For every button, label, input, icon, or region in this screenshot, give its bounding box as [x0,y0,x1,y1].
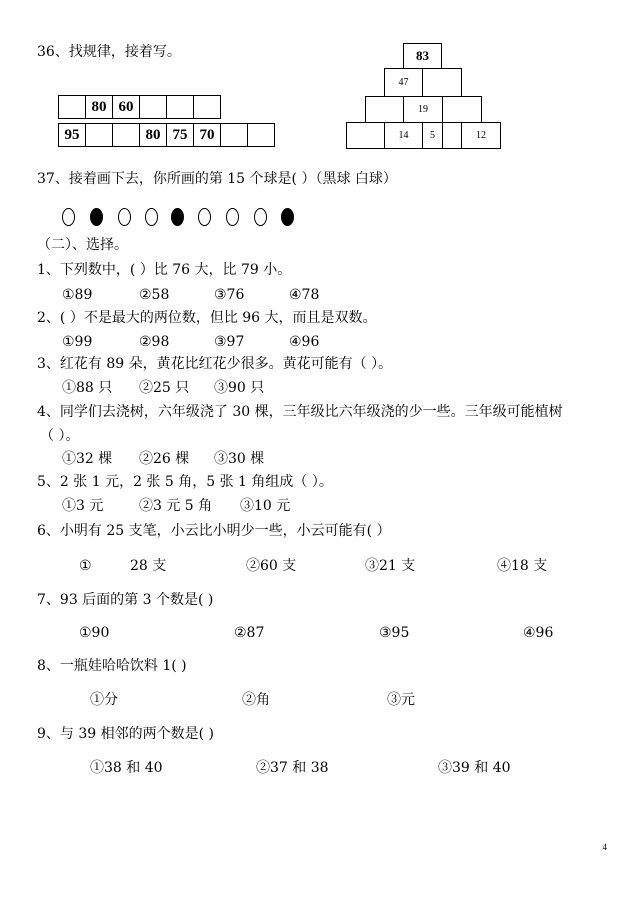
ball [118,208,131,226]
q4-option: ③30 棵 [214,451,265,467]
sequence-cell: 80 [139,123,167,147]
q2-option: ①99 [62,334,93,350]
q4-option: ①32 棵 [62,451,113,467]
q3-option: ③90 只 [214,380,265,396]
q9-text: 9、与 39 相邻的两个数是( ) [37,726,214,742]
sequence-cell: 75 [166,123,194,147]
ball [254,208,267,226]
q2-option: ②98 [139,334,170,350]
q7-text: 7、93 后面的第 3 个数是( ) [37,592,214,608]
q6-option: ④18 支 [497,558,548,574]
ball [62,208,75,226]
q2-option: ③97 [214,334,245,350]
q7-option: ②87 [234,625,265,641]
ball [198,208,211,226]
q6-option: ① [79,558,92,574]
q3-option: ②25 只 [139,380,190,396]
pyramid-cell: 19 [403,96,443,123]
q4-text-continued: （ ）。 [40,428,80,444]
q1-option: ④78 [289,287,320,303]
q5-option: ②3 元 5 角 [139,498,213,514]
q5-text: 5、2 张 1 元，2 张 5 角，5 张 1 角组成（ ）。 [37,474,333,490]
pyramid-cell [422,68,462,97]
q3-option: ①88 只 [62,380,113,396]
sequence-cell [193,95,221,119]
q9-option: ①38 和 40 [90,760,163,776]
pyramid-cell-top: 83 [403,43,442,69]
q1-option: ③76 [214,287,245,303]
ball [90,208,103,226]
q8-option: ①分 [90,692,118,708]
q36-title: 36、找规律，接着写。 [37,44,181,60]
q7-option: ④96 [523,625,554,641]
q6-text: 6、小明有 25 支笔，小云比小明少一些，小云可能有( ） [37,523,391,539]
ball [281,208,294,226]
q4-option: ②26 棵 [139,451,190,467]
section-heading: （二）、选择。 [37,237,128,253]
q2-text: 2、( ）不是最大的两位数，但比 96 大，而且是双数。 [37,310,377,326]
pyramid-cell [365,96,404,123]
q5-option: ①3 元 [62,498,104,514]
sequence-cell: 60 [112,95,140,119]
ball [226,208,239,226]
sequence-cell [247,123,275,147]
page-number: 4 [602,842,607,852]
pyramid-cell: 5 [422,122,443,149]
sequence-cell [112,123,140,147]
sequence-cell [85,123,113,147]
q2-option: ④96 [289,334,320,350]
q6-option: ③21 支 [365,558,416,574]
q4-text: 4、同学们去浇树，六年级浇了 30 棵，三年级比六年级浇的少一些。三年级可能植树 [37,404,563,420]
sequence-cell [166,95,194,119]
q5-option: ③10 元 [240,498,291,514]
q3-text: 3、红花有 89 朵，黄花比红花少很多。黄花可能有（ ）。 [37,356,393,372]
sequence-cell [139,95,167,119]
sequence-row-2 [58,123,274,147]
pyramid-cell: 14 [384,122,423,149]
q7-option: ③95 [379,625,410,641]
q6-option: ②60 支 [246,558,297,574]
pyramid-cell: 12 [461,122,501,149]
ball [171,208,184,226]
q6-option-value: 28 支 [130,558,167,574]
q8-option: ③元 [387,692,415,708]
sequence-cell: 80 [85,95,113,119]
sequence-cell [58,95,86,119]
q1-option: ①89 [62,287,93,303]
q37-text: 37、接着画下去，你所画的第 15 个球是( ）（黑球 白球） [37,171,397,187]
q7-option: ①90 [79,625,110,641]
q8-option: ②角 [242,692,270,708]
sequence-row-1 [58,95,220,119]
sequence-cell [220,123,248,147]
sequence-cell: 70 [193,123,221,147]
q1-option: ②58 [139,287,170,303]
q8-text: 8、一瓶娃哈哈饮料 1( ) [37,658,187,674]
pyramid-cell [346,122,385,149]
pyramid-cell [442,96,482,123]
sequence-cell: 95 [58,123,86,147]
q1-text: 1、下列数中，( ）比 76 大，比 79 小。 [37,262,292,278]
pyramid-cell [442,122,462,149]
pyramid-cell: 47 [384,68,423,97]
q9-option: ③39 和 40 [438,760,511,776]
ball [145,208,158,226]
q9-option: ②37 和 38 [256,760,329,776]
